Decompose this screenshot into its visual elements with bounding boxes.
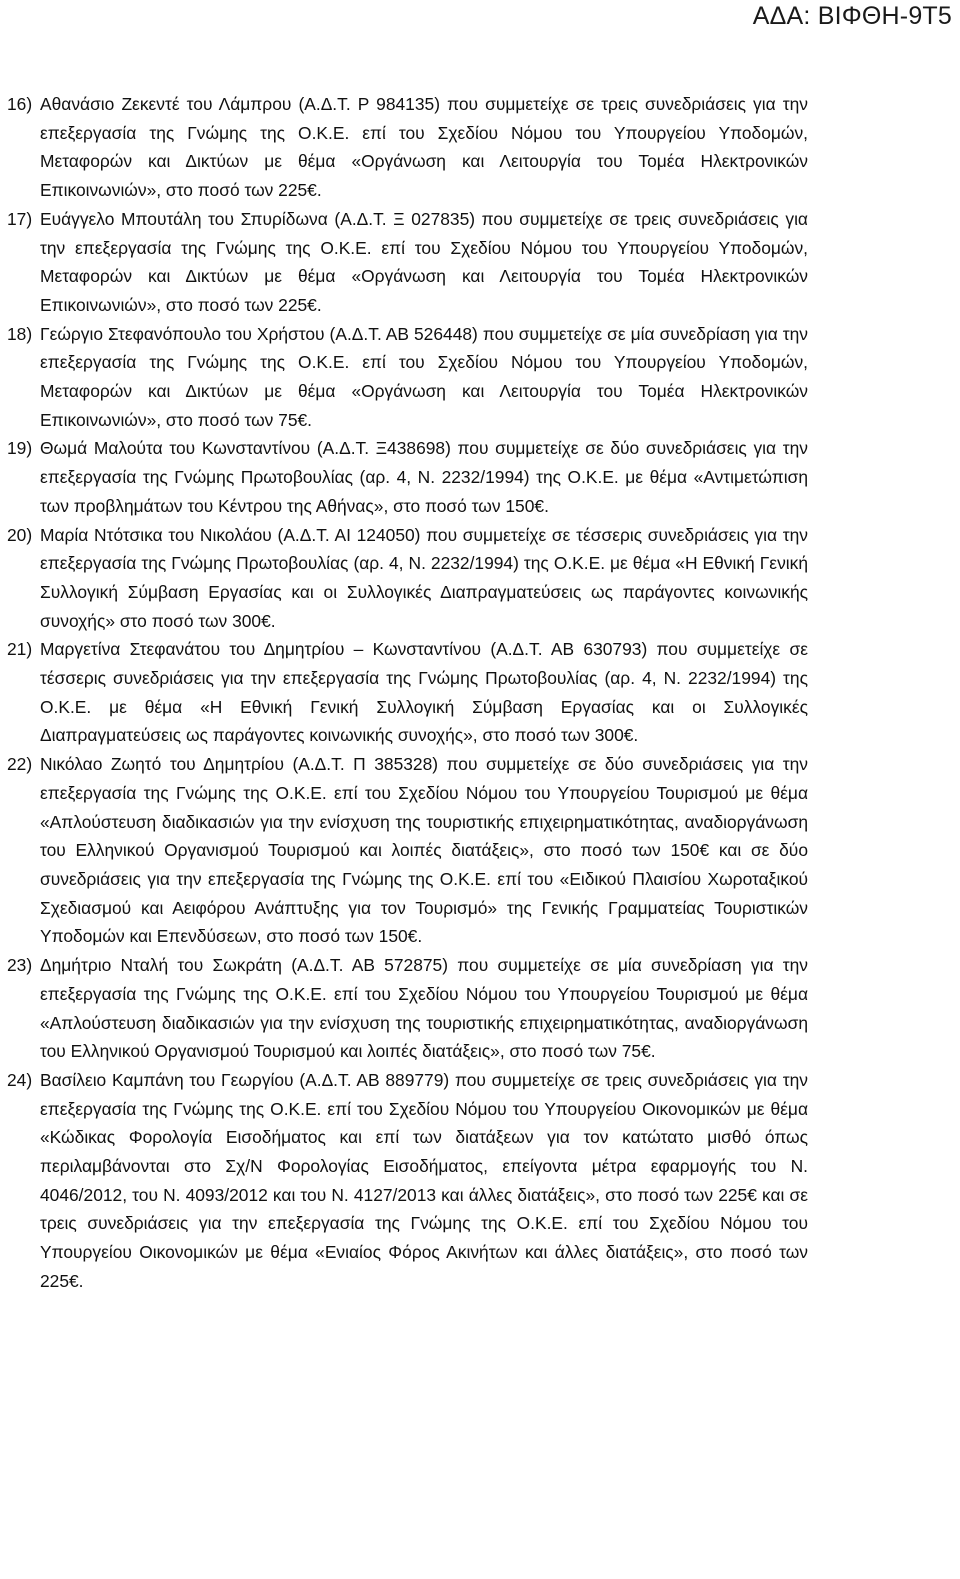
item-number: 19) <box>7 438 33 459</box>
item-number: 22) <box>7 754 33 775</box>
item-text: Μαργετίνα Στεφανάτου του Δημητρίου – Κωνσταντίνου (Α.Δ.Τ. ΑΒ 630793) που συμμετείχε σε τέσσερις συνεδριάσεις για την επεξεργασία της Γνώμης Πρωτοβουλίας (αρ. 4, Ν. 2232/1994) της Ο.Κ.Ε. με θέμα «Η Εθνική Γενική Συλλογική Σύμβαση Εργασίας και οι Συλλογικές Διαπραγματεύσεις ως παράγοντες κοινωνικής συνοχής», στο ποσό των 300€. <box>40 639 808 746</box>
document-body <box>0 90 960 1296</box>
list-item <box>0 320 960 435</box>
item-number: 24) <box>7 1069 33 1090</box>
item-text: Ευάγγελο Μπουτάλη του Σπυρίδωνα (Α.Δ.Τ. Ξ 027835) που συμμετείχε σε τρεις συνεδριάσεις για την επεξεργασία της Γνώμης της Ο.Κ.Ε. επί του Σχεδίου Νόμου του Υπουργείου Υποδομών, Μεταφορών και Δικτύων με θέμα «Οργάνωση και Λειτουργία του Τομέα Ηλεκτρονικών Επικοινωνιών», στο ποσό των 225€. <box>40 208 808 315</box>
item-number: 20) <box>7 524 33 545</box>
item-text: Βασίλειο Καμπάνη του Γεωργίου (Α.Δ.Τ. ΑΒ 889779) που συμμετείχε σε τρεις συνεδριάσεις για την επεξεργασία της Γνώμης της Ο.Κ.Ε. επί του Σχεδίου Νόμου του Υπουργείου Οικονομικών με θέμα «Κώδικας Φορολογία Εισοδήματος και επί των διατάξεων για τον κατώτατο μισθό όπως περιλαμβάνονται στο Σχ/Ν Φορολογίας Εισοδήματος, επείγοντα μέτρα εφαρμογής του Ν. 4046/2012, του Ν. 4093/2012 και του Ν. 4127/2013 και άλλες διατάξεις», στο ποσό των 225€ και σε τρεις συνεδριάσεις για την επεξεργασία της Γνώμης της Ο.Κ.Ε. επί του Σχεδίου Νόμου του Υπουργείου Οικονομικών με θέμα «Ενιαίος Φόρος Ακινήτων και άλλες διατάξεις», στο ποσό των 225€. <box>40 1069 808 1291</box>
list-item <box>0 951 960 1066</box>
list-item <box>0 434 960 520</box>
list-item <box>0 1066 960 1296</box>
item-number: 23) <box>7 955 33 976</box>
list-item <box>0 205 960 320</box>
list-item <box>0 521 960 636</box>
item-text: Δημήτριο Νταλή του Σωκράτη (Α.Δ.Τ. ΑΒ 572875) που συμμετείχε σε μία συνεδρίαση για την επεξεργασία της Γνώμης της Ο.Κ.Ε. επί του Σχεδίου Νόμου του Υπουργείου Τουρισμού με θέμα «Απλούστευση διαδικασιών για την ενίσχυση της τουριστικής επιχειρηματικότητας, αναδιοργάνωση του Ελληνικού Οργανισμού Τουρισμού και λοιπές διατάξεις», στο ποσό των 75€. <box>40 955 808 1062</box>
list-item <box>0 750 960 951</box>
item-number: 16) <box>7 94 33 114</box>
item-text: Νικόλαο Ζωητό του Δημητρίου (Α.Δ.Τ. Π 385328) που συμμετείχε σε δύο συνεδριάσεις για την επεξεργασία της Γνώμης της Ο.Κ.Ε. επί του Σχεδίου Νόμου του Υπουργείου Τουρισμού με θέμα «Απλούστευση διαδικασιών για την ενίσχυση της τουριστικής επιχειρηματικότητας, αναδιοργάνωση του Ελληνικού Οργανισμού Τουρισμού και λοιπές διατάξεις», στο ποσό των 150€ και σε δύο συνεδριάσεις για την επεξεργασία της Γνώμης της Ο.Κ.Ε. επί του «Ειδικού Πλαισίου Χωροταξικού Σχεδιασμού και Αειφόρου Ανάπτυξης για τον Τουρισμό» της Γενικής Γραμματείας Τουριστικών Υποδομών και Επενδύσεων, στο ποσό των 150€. <box>40 754 808 947</box>
item-text: Θωμά Μαλούτα του Κωνσταντίνου (Α.Δ.Τ. Ξ438698) που συμμετείχε σε δύο συνεδριάσεις για την επεξεργασία της Γνώμης Πρωτοβουλίας (αρ. 4, Ν. 2232/1994) της Ο.Κ.Ε. με θέμα «Αντιμετώπιση των προβλημάτων του Κέντρου της Αθήνας», στο ποσό των 150€. <box>40 438 808 516</box>
item-number: 18) <box>7 323 33 344</box>
item-text: Μαρία Ντότσικα του Νικολάου (Α.Δ.Τ. ΑΙ 124050) που συμμετείχε σε τέσσερις συνεδριάσεις για την επεξεργασία της Γνώμης Πρωτοβουλίας (αρ. 4, Ν. 2232/1994) της Ο.Κ.Ε. με θέμα «Η Εθνική Γενική Συλλογική Σύμβαση Εργασίας και οι Συλλογικές Διαπραγματεύσεις ως παράγοντες κοινωνικής συνοχής» στο ποσό των 300€. <box>40 524 808 631</box>
list-item <box>0 635 960 750</box>
ada-code: ΑΔΑ: ΒΙΦΘΗ-9Τ5 <box>752 2 952 30</box>
list-item <box>0 90 960 205</box>
item-text: Γεώργιο Στεφανόπουλο του Χρήστου (Α.Δ.Τ. ΑΒ 526448) που συμμετείχε σε μία συνεδρίαση για την επεξεργασία της Γνώμης της Ο.Κ.Ε. επί του Σχεδίου Νόμου του Υπουργείου Υποδομών, Μεταφορών και Δικτύων με θέμα «Οργάνωση και Λειτουργία του Τομέα Ηλεκτρονικών Επικοινωνιών», στο ποσό των 75€. <box>40 323 808 430</box>
item-number: 17) <box>7 208 33 229</box>
item-number: 21) <box>7 639 33 660</box>
item-text: Αθανάσιο Ζεκεντέ του Λάμπρου (Α.Δ.Τ. Ρ 984135) που συμμετείχε σε τρεις συνεδριάσεις για την επεξεργασία της Γνώμης της Ο.Κ.Ε. επί του Σχεδίου Νόμου του Υπουργείου Υποδομών, Μεταφορών και Δικτύων με θέμα «Οργάνωση και Λειτουργία του Τομέα Ηλεκτρονικών Επικοινωνιών», στο ποσό των 225€. <box>40 94 808 201</box>
